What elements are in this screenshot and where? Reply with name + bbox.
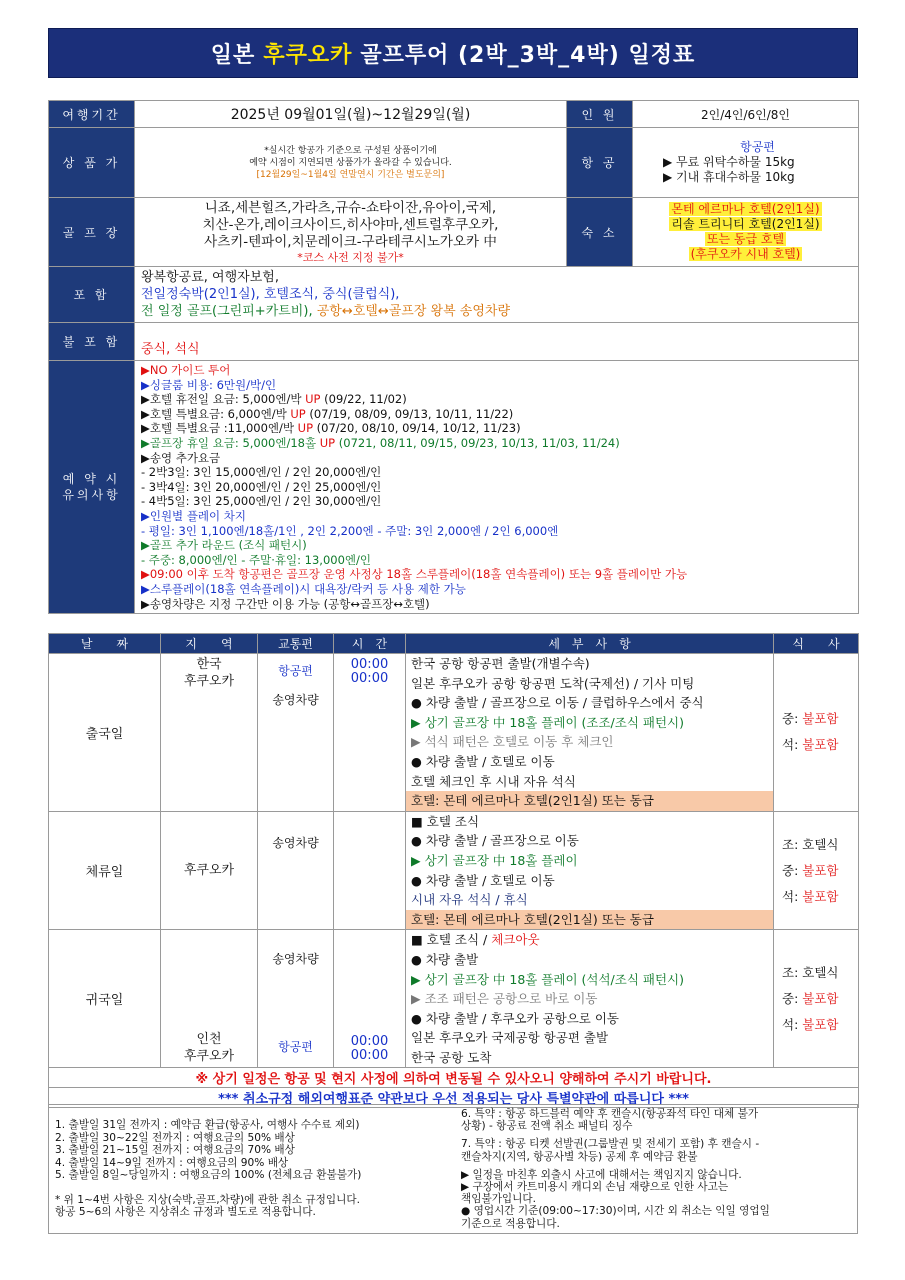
note-text: ▶골프장 휴일 요금: 5,000엔/18홀: [141, 435, 320, 450]
note-line: [141, 509, 852, 524]
air-line-1: ▶ 무료 위탁수하물 15kg: [663, 155, 795, 169]
detail-text: 일본 후쿠오카 국제공항 항공편 출발: [411, 1030, 609, 1046]
note-line: [141, 524, 852, 539]
header-detail: 세 부 사 항: [406, 634, 774, 654]
detail-line: [406, 791, 773, 811]
meal-key: 조:: [782, 836, 803, 852]
detail-line: [406, 930, 773, 950]
time-1: 00:00: [350, 657, 389, 672]
page-title: [48, 28, 858, 78]
meal-value: 불포함: [802, 862, 839, 878]
meal-key: 중:: [782, 862, 803, 878]
meal-value: 호텔식: [802, 836, 839, 852]
detail-line: [406, 713, 773, 733]
cancel-rule: 3. 출발일 21~15일 전까지 : 여행요금의 70% 배상: [55, 1144, 295, 1156]
note-text: ▶골프 추가 라운드 (조식 패턴시): [141, 538, 307, 553]
price-line-2: 예약 시점이 지연되면 상품가가 올라갈 수 있습니다.: [249, 157, 452, 168]
cancel-policy-right: [457, 1105, 857, 1233]
detail-line: [406, 970, 773, 990]
header-day: 날 짜: [49, 634, 161, 654]
note-text: - 2박3일: 3인 15,000엔/인 / 2인 20,000엔/인: [141, 465, 382, 480]
meal-key: 석:: [782, 888, 803, 904]
period-label: 여행기간: [49, 101, 135, 128]
cancel-special: ● 영업시간 기준(09:00~17:30)이며, 시간 외 취소는 익일 영업일: [461, 1205, 770, 1218]
meal-departure: [774, 654, 859, 812]
note-text: - 평일: 3인 1,100엔/18홀/1인 , 2인 2,200엔 - 주말: 3인 2,000엔 / 2인 6,000엔: [141, 523, 559, 538]
place-korea: 한국: [196, 657, 222, 672]
time-2: 00:00: [350, 671, 389, 686]
people-label: 인 원: [567, 101, 633, 128]
note-text: ▶호텔 휴전일 요금: 5,000엔/박: [141, 392, 306, 407]
meal-line: [774, 960, 858, 986]
hotel-line-3: 또는 동급 호텔: [706, 232, 785, 246]
include-line-3a: 전 일정 골프(그린피+카트비),: [141, 304, 317, 319]
note-rest: (07/19, 08/09, 09/13, 10/11, 11/22): [305, 406, 514, 421]
cancel-special: 캔슬차지(지역, 항공사별 차등) 공제 후 예약금 환불: [461, 1150, 698, 1163]
note-text: ▶NO 가이드 투어: [141, 363, 231, 377]
note-line: [141, 480, 852, 495]
detail-text: ▶ 석식 패턴은 호텔로 이동 후 체크인: [411, 734, 614, 750]
note-text: ▶싱글룸 비용: 6만원/박/인: [141, 377, 277, 392]
cancel-rule: 1. 출발일 31일 전까지 : 예약금 환급(항공사, 여행사 수수료 제외): [55, 1119, 360, 1131]
detail-line: [406, 871, 773, 891]
cancel-note: 항공 5~6의 사항은 지상취소 규정과 별도로 적용합니다.: [55, 1206, 316, 1218]
meal-line: [774, 832, 858, 858]
meal-line: [774, 706, 858, 732]
detail-line: [406, 654, 773, 674]
notice-schedule: ※ 상기 일정은 항공 및 현지 사정에 의하여 변동될 수 있사오니 양해하여 주시기 바랍니다.: [49, 1068, 859, 1088]
meal-value: 불포함: [802, 711, 839, 727]
price-line-1: *실시간 항공가 기준으로 구성된 상품이기에: [264, 145, 437, 156]
detail-line: [406, 1048, 773, 1068]
note-text: ▶인원별 플레이 차지: [141, 508, 247, 523]
time-stay: [334, 811, 406, 930]
transport-flight: 항공편: [278, 664, 313, 678]
schedule-table: [48, 633, 859, 1108]
note-rest: (07/20, 08/10, 09/14, 10/12, 11/23): [313, 421, 521, 436]
include-line-3b: 공항↔호텔↔골프장 왕복 송영차량: [316, 304, 511, 319]
place-return: [161, 930, 258, 1068]
detail-line: [406, 772, 773, 792]
period-value: 2025년 09월01일(월)~12월29일(월): [135, 101, 567, 128]
detail-text: 한국 공항 항공편 출발(개별수속): [411, 656, 590, 671]
note-text: ▶송영차량은 지정 구간만 이용 가능 (공항↔골프장↔호텔): [141, 596, 430, 611]
detail-text: 한국 공항 도착: [411, 1049, 492, 1065]
notes-label: [49, 361, 135, 614]
detail-text: ● 차량 출발 / 골프장으로 이동 / 클럽하우스에서 중식: [411, 695, 704, 711]
detail-text: ▶ 상기 골프장 中 18홀 플레이 (조조/조식 패턴시): [411, 714, 684, 730]
people-value: 2인/4인/6인/8인: [633, 101, 859, 128]
transport-flight-return: 항공편: [278, 1040, 313, 1055]
day-return: 귀국일: [49, 930, 161, 1068]
meal-key: 석:: [782, 737, 803, 753]
hotel-line-4: (후쿠오카 시내 호텔): [690, 247, 801, 261]
detail-text: 시내 자유 석식 / 휴식: [411, 892, 528, 908]
golf-line-1: 니죠,세븐힐즈,가라츠,규슈-쇼타이잔,유아이,국제,: [204, 200, 497, 216]
note-text: - 3박4일: 3인 20,000엔/인 / 2인 25,000엔/인: [141, 479, 382, 494]
cancel-policy-left: [49, 1105, 457, 1233]
include-label: 포 함: [49, 267, 135, 323]
note-line: [141, 597, 852, 612]
note-line: [141, 494, 852, 509]
include-line-2: 전일정숙박(2인1실), 호텔조식, 중식(클럽식),: [141, 287, 400, 302]
transport-shuttle: 송영차량: [272, 693, 319, 707]
transport-stay: 송영차량: [258, 811, 334, 930]
detail-line: [406, 732, 773, 752]
detail-text: ● 차량 출발 / 골프장으로 이동: [411, 833, 579, 849]
detail-line: [406, 752, 773, 772]
hotel-line-2: 리솔 트리니티 호텔(2인1실): [671, 217, 820, 231]
detail-line: [406, 693, 773, 713]
air-cell: [633, 128, 859, 198]
note-text: ▶호텔 특별요금: 6,000엔/박: [141, 406, 291, 421]
meal-key: 중:: [782, 990, 803, 1006]
detail-text: ■ 호텔 조식 /: [411, 932, 492, 948]
detail-line: [406, 1028, 773, 1048]
hotel-label: 숙 소: [567, 198, 633, 267]
meal-line: [774, 986, 858, 1012]
note-line: [141, 378, 852, 393]
detail-text: ▶ 조조 패턴은 공항으로 바로 이동: [411, 991, 598, 1007]
notes-label-2: 유의사항: [62, 488, 121, 503]
header-meal: 식 사: [774, 634, 859, 654]
info-table: [48, 100, 859, 614]
detail-departure: [406, 654, 774, 812]
place-incheon: 인천: [196, 1032, 222, 1048]
meal-value: 불포함: [802, 990, 839, 1006]
note-up: UP: [319, 435, 336, 450]
notes-cell: [135, 361, 859, 614]
place-fukuoka: 후쿠오카: [183, 674, 235, 689]
cancel-special: ▶ 일정을 마친후 외출시 사고에 대해서는 책임지지 않습니다.: [461, 1168, 742, 1181]
transport-return: [258, 930, 334, 1068]
price-cell: [135, 128, 567, 198]
note-line: [141, 465, 852, 480]
detail-text: 호텔: 몬테 에르마나 호텔(2인1실) 또는 동급: [411, 911, 654, 927]
include-line-1: 왕복항공료, 여행자보험,: [141, 270, 279, 285]
price-label: 상 품 가: [49, 128, 135, 198]
note-line: [141, 567, 852, 582]
include-cell: [135, 267, 859, 323]
meal-value: 불포함: [802, 1016, 839, 1032]
note-text: ▶송영 추가요금: [141, 450, 221, 465]
detail-line: [406, 812, 773, 832]
transport-departure: [258, 654, 334, 812]
meal-line: [774, 732, 858, 758]
meal-value: 불포함: [802, 737, 839, 753]
detail-line: [406, 1009, 773, 1029]
meal-line: [774, 858, 858, 884]
note-text: ▶09:00 이후 도착 항공편은 골프장 운영 사정상 18홀 스루플레이(18홀 연속플레이) 또는 9홀 플레이만 가능: [141, 567, 688, 582]
detail-line: [406, 950, 773, 970]
price-line-3: [12월29일~1월4일 연말연시 기간은 별도문의]: [256, 169, 445, 180]
note-line: [141, 363, 852, 378]
hotel-line-1: 몬테 에르마나 호텔(2인1실): [671, 202, 820, 216]
cancel-rule: 5. 출발일 8일~당일까지 : 여행요금의 100% (전체요금 환불불가): [55, 1169, 362, 1181]
golf-cell: [135, 198, 567, 267]
title-pre: 일본: [210, 42, 256, 68]
note-line: [141, 451, 852, 466]
place-fukuoka-return: 후쿠오카: [183, 1049, 235, 1065]
note-text: ▶스루플레이(18홀 연속플레이)시 대욕장/락커 등 사용 제한 가능: [141, 581, 466, 596]
time-departure: [334, 654, 406, 812]
note-rest: (09/22, 11/02): [320, 392, 407, 407]
place-departure: [161, 654, 258, 812]
detail-text: ▶ 상기 골프장 中 18홀 플레이: [411, 852, 578, 868]
meal-return: [774, 930, 859, 1068]
meal-key: 중:: [782, 711, 803, 727]
meal-line: [774, 884, 858, 910]
detail-text: ● 차량 출발: [411, 951, 479, 967]
header-time: 시 간: [334, 634, 406, 654]
detail-line: [406, 989, 773, 1009]
place-stay: 후쿠오카: [161, 811, 258, 930]
meal-value: 호텔식: [802, 964, 839, 980]
cancel-special: ▶ 구장에서 카트미용시 캐디외 손님 재량으로 인한 사고는: [461, 1181, 729, 1194]
cancel-special: 상황) - 항공료 전액 취소 패널티 징수: [461, 1120, 633, 1133]
meal-key: 조:: [782, 964, 803, 980]
air-label: 항 공: [567, 128, 633, 198]
cancel-policy: [48, 1104, 858, 1234]
air-title: 항공편: [740, 140, 775, 154]
cancel-note: * 위 1~4번 사항은 지상(숙박,골프,차량)에 관한 취소 규정입니다.: [55, 1193, 360, 1206]
detail-text: ▶ 상기 골프장 中 18홀 플레이 (석석/조식 패턴시): [411, 971, 684, 987]
detail-return: [406, 930, 774, 1068]
cancel-rule: 2. 출발일 30~22일 전까지 : 여행요금의 50% 배상: [55, 1131, 295, 1144]
note-line: [141, 582, 852, 597]
detail-line: [406, 831, 773, 851]
cancel-rule: 4. 출발일 14~9일 전까지 : 여행요금의 90% 배상: [55, 1156, 289, 1169]
day-stay: 체류일: [49, 811, 161, 930]
hotel-cell: [633, 198, 859, 267]
detail-line: [406, 674, 773, 694]
detail-text: 호텔: 몬테 에르마나 호텔(2인1실) 또는 동급: [411, 793, 654, 809]
time-return: [334, 930, 406, 1068]
detail-text: ■ 호텔 조식: [411, 813, 480, 829]
note-up: UP: [305, 392, 321, 407]
note-line: [141, 421, 852, 436]
detail-stay: [406, 811, 774, 930]
note-line: [141, 553, 852, 568]
detail-line: [406, 910, 773, 930]
detail-text: ● 차량 출발 / 호텔로 이동: [411, 753, 555, 769]
note-line: [141, 407, 852, 422]
note-up: UP: [290, 406, 306, 421]
exclude-value: 중식, 석식: [135, 323, 859, 361]
notes-label-1: 예 약 시: [62, 472, 121, 487]
time-return-2: 00:00: [350, 1048, 389, 1064]
detail-line: [406, 890, 773, 910]
exclude-label: 불 포 함: [49, 323, 135, 361]
detail-text: ● 차량 출발 / 호텔로 이동: [411, 872, 555, 888]
cancel-special: 7. 특약 : 항공 티켓 선발권(그룹발권 및 전세기 포함) 후 캔슬시 -: [461, 1138, 760, 1151]
header-transport: 교통편: [258, 634, 334, 654]
meal-value: 불포함: [802, 888, 839, 904]
detail-text: 호텔 체크인 후 시내 자유 석식: [411, 773, 576, 789]
cancel-special: 책임불가입니다.: [461, 1193, 537, 1206]
note-line: [141, 538, 852, 553]
golf-label: 골 프 장: [49, 198, 135, 267]
meal-line: [774, 1012, 858, 1038]
detail-text: 일본 후쿠오카 공항 항공편 도착(국제선) / 기사 미팅: [411, 675, 695, 691]
note-rest: (0721, 08/11, 09/15, 09/23, 10/13, 11/03, 11/24): [335, 435, 620, 450]
note-line: [141, 436, 852, 451]
detail-extra: 체크아웃: [491, 932, 540, 948]
header-place: 지 역: [161, 634, 258, 654]
transport-shuttle-return: 송영차량: [272, 952, 319, 967]
detail-line: [406, 851, 773, 871]
day-departure: 출국일: [49, 654, 161, 812]
cancel-special: 6. 특약 : 항공 하드블럭 예약 후 캔슬시(항공좌석 타인 대체 불가: [461, 1108, 759, 1120]
golf-line-2: 치산-온가,레이크사이드,히사야마,센트럴후쿠오카,: [202, 217, 499, 233]
golf-note: *코스 사전 지정 불가*: [297, 251, 404, 264]
note-text: ▶호텔 특별요금 :11,000엔/박: [141, 421, 298, 436]
note-text: - 주중: 8,000엔/인 - 주말·휴일: 13,000엔/인: [141, 552, 371, 567]
cancel-special: 기준으로 적용합니다.: [461, 1217, 560, 1230]
meal-stay: [774, 811, 859, 930]
note-text: - 4박5일: 3인 25,000엔/인 / 2인 30,000엔/인: [141, 494, 382, 509]
golf-line-3: 사츠키-텐파이,치문레이크-구라테쿠시노가오카 中: [204, 234, 497, 250]
title-post: 골프투어 (2박_3박_4박) 일정표: [360, 42, 696, 68]
air-line-2: ▶ 기내 휴대수하물 10kg: [663, 170, 795, 184]
title-highlight: 후쿠오카: [263, 42, 353, 68]
time-return-1: 00:00: [350, 1034, 389, 1050]
meal-key: 석:: [782, 1016, 803, 1032]
detail-text: ● 차량 출발 / 후쿠오카 공항으로 이동: [411, 1010, 620, 1026]
note-up: UP: [297, 421, 314, 436]
notice-cancel: *** 취소규정 해외여행표준 약관보다 우선 적용되는 당사 특별약관에 따릅니다 ***: [49, 1088, 859, 1108]
note-line: [141, 392, 852, 407]
